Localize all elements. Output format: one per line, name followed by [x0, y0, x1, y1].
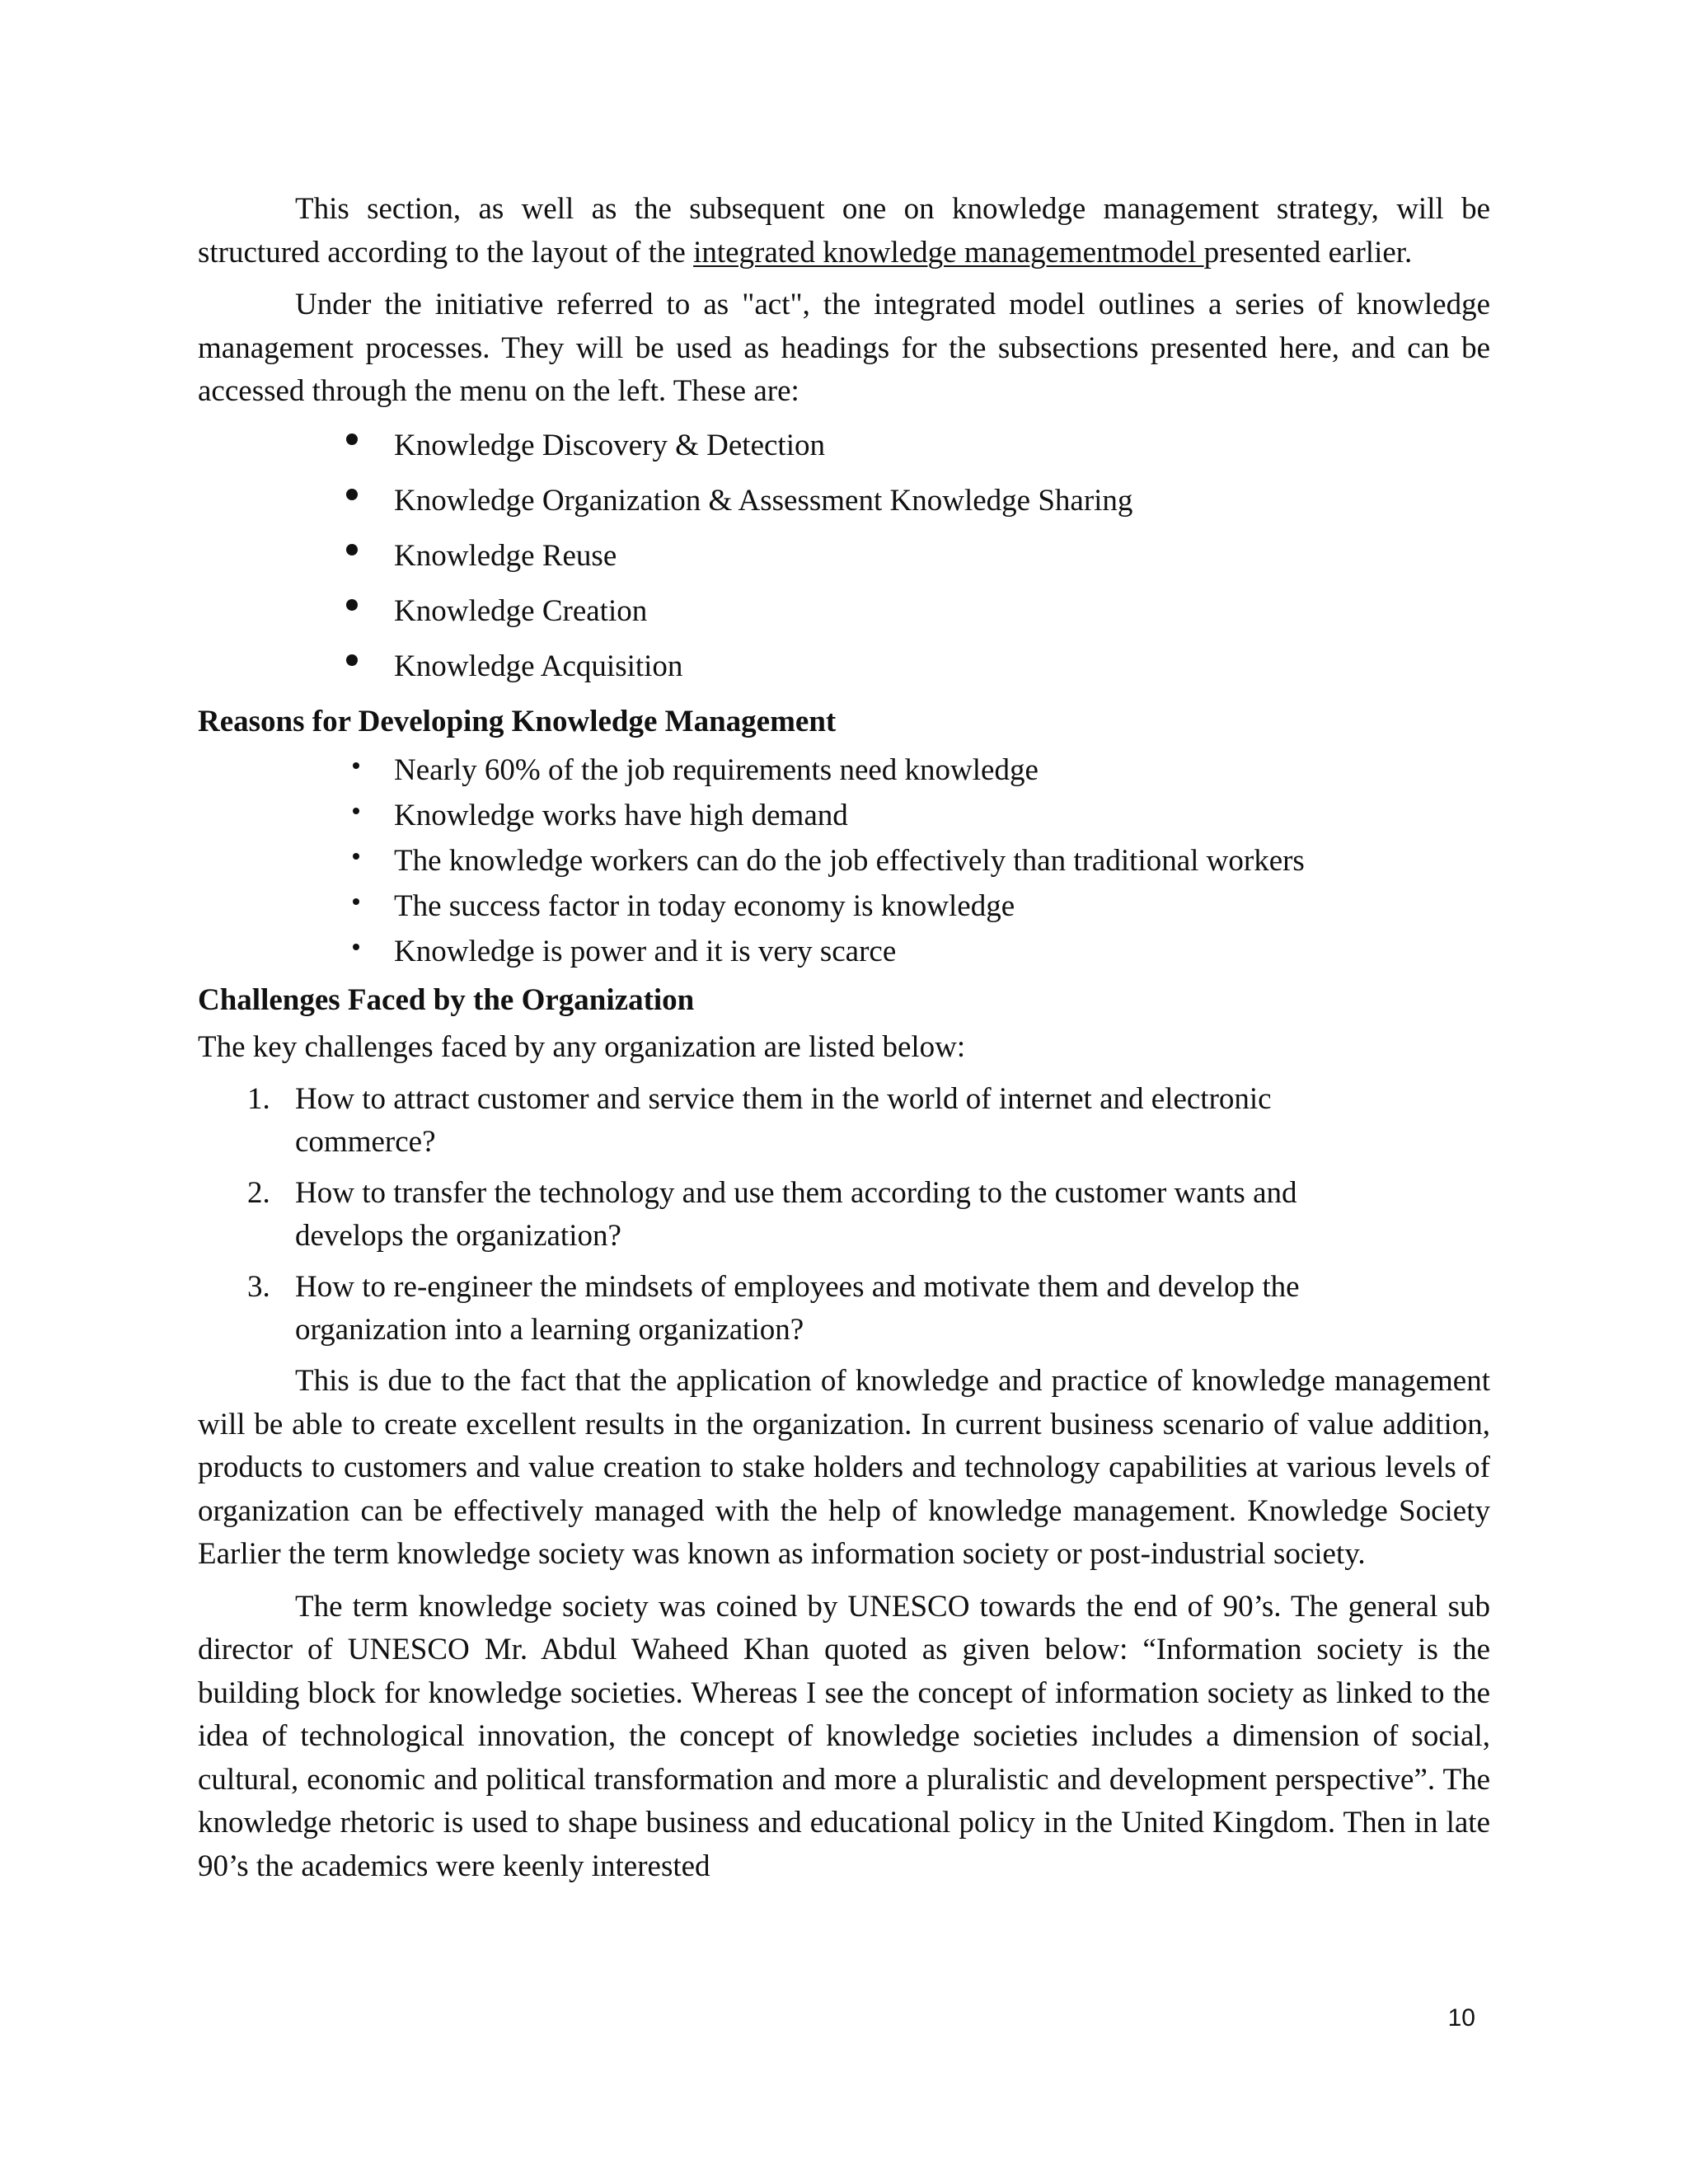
- bullet-icon: [346, 599, 358, 611]
- bullet-icon: [346, 654, 358, 666]
- item-number: 2.: [247, 1176, 270, 1210]
- intro-text-before-link: This section, as well as the subsequent one on knowledge management strategy, will be structured according to the layout of the: [198, 192, 1490, 269]
- bullet-icon: [346, 434, 358, 445]
- list-item: 1. How to attract customer and service them in the world of internet and electronic commerce?: [295, 1078, 1395, 1164]
- item-number: 3.: [247, 1270, 270, 1304]
- list-item: The success factor in today economy is knowledge: [394, 883, 1490, 929]
- body-paragraph-2: The term knowledge society was coined by UNESCO towards the end of 90’s. The general sub director of UNESCO Mr. Abdul Waheed Khan quoted as given below: “Information society is the building block for knowledge societies. Whereas I see the concept of information society as linked to the idea of technological innovation, the concept of knowledge societies includes a dimension of social, cultural, economic and political transformation and more a pluralistic and development perspective”. The knowledge rhetoric is used to shape business and educational policy in the United Kingdom. Then in late 90’s the academics were keenly interested: [198, 1589, 1490, 1883]
- body-paragraph-1: This is due to the fact that the application of knowledge and practice of knowledge management will be able to create excellent results in the organization. In current business scenario of value addition, products to customers and value creation to stake holders and technology capabilities at various levels of organization can be effectively managed with the help of knowledge management. Knowledge Society Earlier the term knowledge society was known as information society or post-industrial society.: [198, 1364, 1490, 1571]
- bullet-icon: [346, 489, 358, 500]
- list-item: Knowledge is power and it is very scarce: [394, 929, 1490, 974]
- list-item: 2. How to transfer the technology and use them according to the customer wants and develops the organization?: [295, 1172, 1395, 1258]
- intro-paragraph-1: [198, 188, 1490, 274]
- intro-text-after-link: presented earlier.: [1203, 235, 1413, 269]
- reasons-heading: Reasons for Developing Knowledge Management: [198, 704, 837, 738]
- bullet-icon: [353, 853, 359, 860]
- list-item: Knowledge Reuse: [394, 533, 1490, 579]
- integrated-model-link[interactable]: integrated knowledge managementmodel: [693, 235, 1204, 269]
- document-page: [198, 188, 1490, 1897]
- list-item: 3. How to re-engineer the mindsets of employees and motivate them and develop the organization into a learning organization?: [295, 1266, 1395, 1352]
- intro-paragraph-2: Under the initiative referred to as "act", the integrated model outlines a series of knowledge management processes. They will be used as headings for the subsections presented here, and can be accessed through the menu on the left. These are:: [198, 288, 1490, 408]
- bullet-icon: [346, 544, 358, 555]
- list-item: Knowledge Acquisition: [394, 644, 1490, 689]
- list-item: Knowledge Discovery & Detection: [394, 423, 1490, 468]
- bullet-icon: [353, 762, 359, 769]
- list-item: Knowledge works have high demand: [394, 793, 1490, 838]
- item-number: 1.: [247, 1082, 270, 1116]
- page-number: 10: [1447, 2004, 1475, 2032]
- challenges-intro: The key challenges faced by any organization are listed below:: [198, 1029, 966, 1064]
- list-item: Knowledge Organization & Assessment Knowledge Sharing: [394, 478, 1490, 523]
- challenges-list: [198, 1078, 1395, 1352]
- bullet-icon: [353, 944, 359, 950]
- reasons-list: [198, 748, 1490, 974]
- process-list: [198, 423, 1490, 689]
- bullet-icon: [353, 808, 359, 814]
- challenges-heading: Challenges Faced by the Organization: [198, 982, 695, 1017]
- bullet-icon: [353, 898, 359, 905]
- list-item: Knowledge Creation: [394, 588, 1490, 634]
- list-item: The knowledge workers can do the job effectively than traditional workers: [394, 838, 1490, 883]
- list-item: Nearly 60% of the job requirements need knowledge: [394, 748, 1490, 793]
